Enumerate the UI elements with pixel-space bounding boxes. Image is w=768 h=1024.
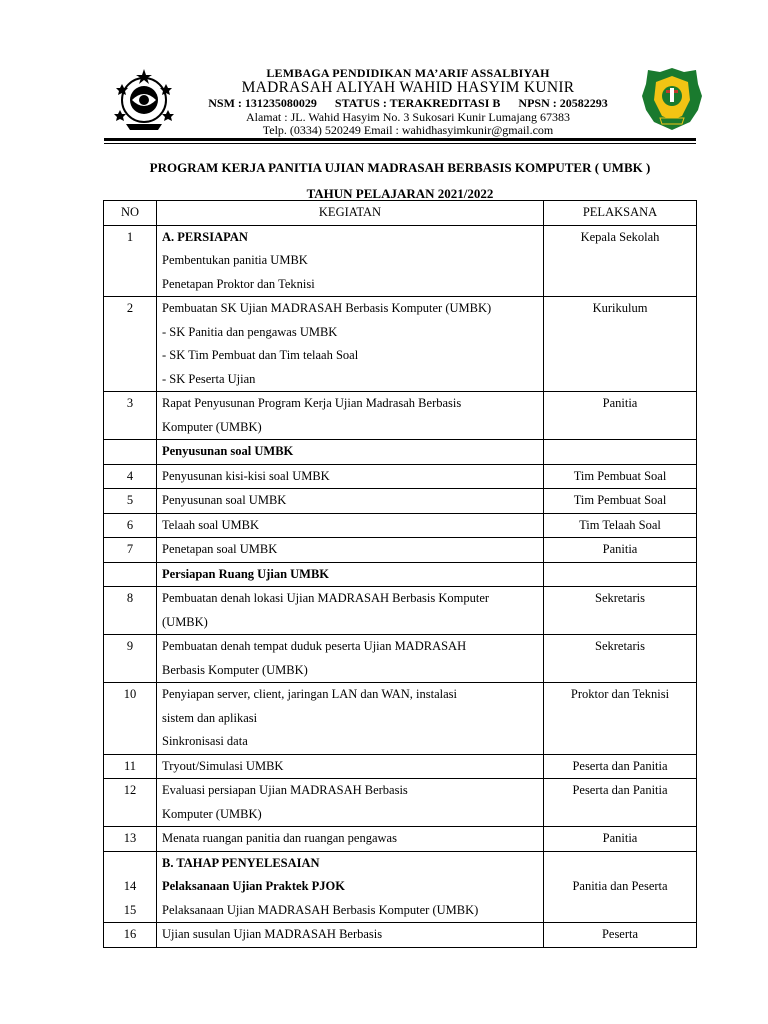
kegiatan-line: Rapat Penyusunan Program Kerja Ujian Madrasah Berbasis	[162, 396, 462, 410]
row-number: 4	[104, 464, 157, 489]
kegiatan-line: Penyiapan server, client, jaringan LAN dan WAN, instalasi	[162, 687, 458, 701]
row-pelaksana: Tim Pembuat Soal	[544, 489, 697, 514]
row-kegiatan	[157, 562, 544, 587]
kegiatan-line: Telaah soal UMBK	[162, 517, 260, 532]
table-row	[104, 464, 697, 489]
row-number: 5	[104, 489, 157, 514]
kegiatan-line: Penetapan soal UMBK	[162, 542, 278, 556]
kegiatan-line: Penetapan Proktor dan Teknisi	[162, 276, 315, 291]
kegiatan-line: Pembentukan panitia UMBK	[162, 253, 308, 267]
table-row	[104, 827, 697, 852]
row-pelaksana	[544, 562, 697, 587]
row-pelaksana: Tim Telaah Soal	[544, 513, 697, 538]
table-row	[104, 683, 697, 755]
row-number: 11	[104, 754, 157, 779]
kegiatan-line: (UMBK)	[162, 614, 208, 629]
table-row	[104, 440, 697, 465]
school-contact: Telp. (0334) 520249 Email : wahidhasyimkunir@gmail.com	[262, 122, 554, 137]
table-row	[104, 587, 697, 635]
table-row	[104, 851, 697, 923]
row-kegiatan	[157, 754, 544, 779]
kegiatan-line: Evaluasi persiapan Ujian MADRASAH Berbasis	[162, 783, 408, 797]
table-row	[104, 635, 697, 683]
title-line-1: PROGRAM KERJA PANITIA UJIAN MADRASAH BERBASIS KOMPUTER ( UMBK )	[149, 160, 651, 175]
table-row	[104, 225, 697, 297]
row-pelaksana: Kepala Sekolah	[544, 225, 697, 297]
ministry-shield-icon	[640, 66, 704, 132]
row-number: 12	[104, 779, 157, 827]
kegiatan-line: Sinkronisasi data	[162, 734, 248, 748]
table-header-row	[104, 201, 697, 226]
row-kegiatan	[157, 440, 544, 465]
kegiatan-line: Ujian susulan Ujian MADRASAH Berbasis	[162, 927, 383, 941]
row-pelaksana: Panitia	[544, 392, 697, 440]
row-kegiatan	[157, 779, 544, 827]
row-kegiatan	[157, 489, 544, 514]
kegiatan-line: Penyusunan soal UMBK	[162, 444, 294, 458]
row-pelaksana: Sekretaris	[544, 635, 697, 683]
kegiatan-line: Tryout/Simulasi UMBK	[162, 758, 284, 773]
row-number	[104, 562, 157, 587]
row-kegiatan	[157, 538, 544, 563]
kegiatan-line: Pelaksanaan Ujian Praktek PJOK	[162, 879, 345, 893]
row-pelaksana: Proktor dan Teknisi	[544, 683, 697, 755]
table-row	[104, 513, 697, 538]
row-kegiatan	[157, 851, 544, 923]
kegiatan-line: - SK Panitia dan pengawas UMBK	[162, 324, 338, 339]
row-kegiatan	[157, 392, 544, 440]
row-pelaksana: Tim Pembuat Soal	[544, 464, 697, 489]
row-kegiatan	[157, 923, 544, 948]
row-number	[104, 440, 157, 465]
row-pelaksana	[544, 440, 697, 465]
kegiatan-line: - SK Peserta Ujian	[162, 371, 256, 386]
kegiatan-line: Persiapan Ruang Ujian UMBK	[162, 566, 330, 581]
row-number: 6	[104, 513, 157, 538]
row-kegiatan	[157, 683, 544, 755]
foundation-emblem-icon	[112, 66, 176, 132]
row-number: 2	[104, 297, 157, 392]
row-kegiatan	[157, 827, 544, 852]
school-address: Alamat : JL. Wahid Hasyim No. 3 Sukosari Kunir Lumajang 67383	[245, 109, 571, 124]
row-pelaksana: Panitia	[544, 827, 697, 852]
row-kegiatan	[157, 297, 544, 392]
header-pelaksana: PELAKSANA	[544, 201, 697, 226]
kegiatan-line: A. PERSIAPAN	[162, 229, 248, 244]
table-row	[104, 754, 697, 779]
row-kegiatan	[157, 225, 544, 297]
school-name: MADRASAH ALIYAH WAHID HASYIM KUNIR	[241, 79, 575, 96]
row-pelaksana: Peserta dan Panitia	[544, 779, 697, 827]
row-number: 1	[104, 225, 157, 297]
organization-name: LEMBAGA PENDIDIKAN MA’ARIF ASSALBIYAH	[266, 66, 550, 80]
row-number: 7	[104, 538, 157, 563]
kegiatan-line: Pembuatan SK Ujian MADRASAH Berbasis Komputer (UMBK)	[162, 301, 492, 315]
table-row	[104, 392, 697, 440]
kegiatan-line: Penyusunan kisi-kisi soal UMBK	[162, 468, 330, 483]
row-pelaksana: Peserta	[544, 923, 697, 948]
row-kegiatan	[157, 464, 544, 489]
school-identifiers: NSM : 131235080029 STATUS : TERAKREDITASI B NPSN : 20582293	[208, 95, 608, 110]
table-row	[104, 538, 697, 563]
header-no: NO	[104, 201, 157, 226]
row-pelaksana: Kurikulum	[544, 297, 697, 392]
title-line-2: TAHUN PELAJARAN 2021/2022	[306, 186, 494, 201]
table-row	[104, 489, 697, 514]
row-kegiatan	[157, 513, 544, 538]
kegiatan-line: - SK Tim Pembuat dan Tim telaah Soal	[162, 348, 359, 362]
letterhead-thick-rule	[104, 138, 696, 141]
kegiatan-line: sistem dan aplikasi	[162, 710, 258, 725]
row-number: 3	[104, 392, 157, 440]
row-pelaksana: Panitia dan Peserta	[544, 851, 697, 923]
row-pelaksana: Peserta dan Panitia	[544, 754, 697, 779]
kegiatan-line: Penyusunan soal UMBK	[162, 493, 287, 507]
kegiatan-line: Komputer (UMBK)	[162, 806, 262, 821]
kegiatan-line: Pembuatan denah tempat duduk peserta Ujian MADRASAH	[162, 639, 467, 653]
kegiatan-line: Pelaksanaan Ujian MADRASAH Berbasis Komputer (UMBK)	[162, 902, 479, 917]
table-row	[104, 562, 697, 587]
kegiatan-line: Pembuatan denah lokasi Ujian MADRASAH Berbasis Komputer	[162, 591, 490, 605]
kegiatan-line: B. TAHAP PENYELESAIAN	[162, 855, 320, 870]
table-row	[104, 923, 697, 948]
row-number: 9	[104, 635, 157, 683]
row-kegiatan	[157, 587, 544, 635]
letterhead-text	[180, 67, 636, 136]
letterhead-thin-rule	[104, 143, 696, 144]
row-number: 16	[104, 923, 157, 948]
row-pelaksana: Sekretaris	[544, 587, 697, 635]
kegiatan-line: Menata ruangan panitia dan ruangan pengawas	[162, 831, 397, 845]
row-number: 8	[104, 587, 157, 635]
table-row	[104, 779, 697, 827]
row-pelaksana: Panitia	[544, 538, 697, 563]
row-number: 14 15	[104, 851, 157, 923]
kegiatan-line: Berbasis Komputer (UMBK)	[162, 662, 308, 677]
table-row	[104, 297, 697, 392]
row-kegiatan	[157, 635, 544, 683]
header-kegiatan: KEGIATAN	[157, 201, 544, 226]
kegiatan-line: Komputer (UMBK)	[162, 419, 262, 434]
letterhead	[0, 0, 768, 142]
row-number: 10	[104, 683, 157, 755]
row-number: 13	[104, 827, 157, 852]
program-table	[103, 200, 697, 948]
